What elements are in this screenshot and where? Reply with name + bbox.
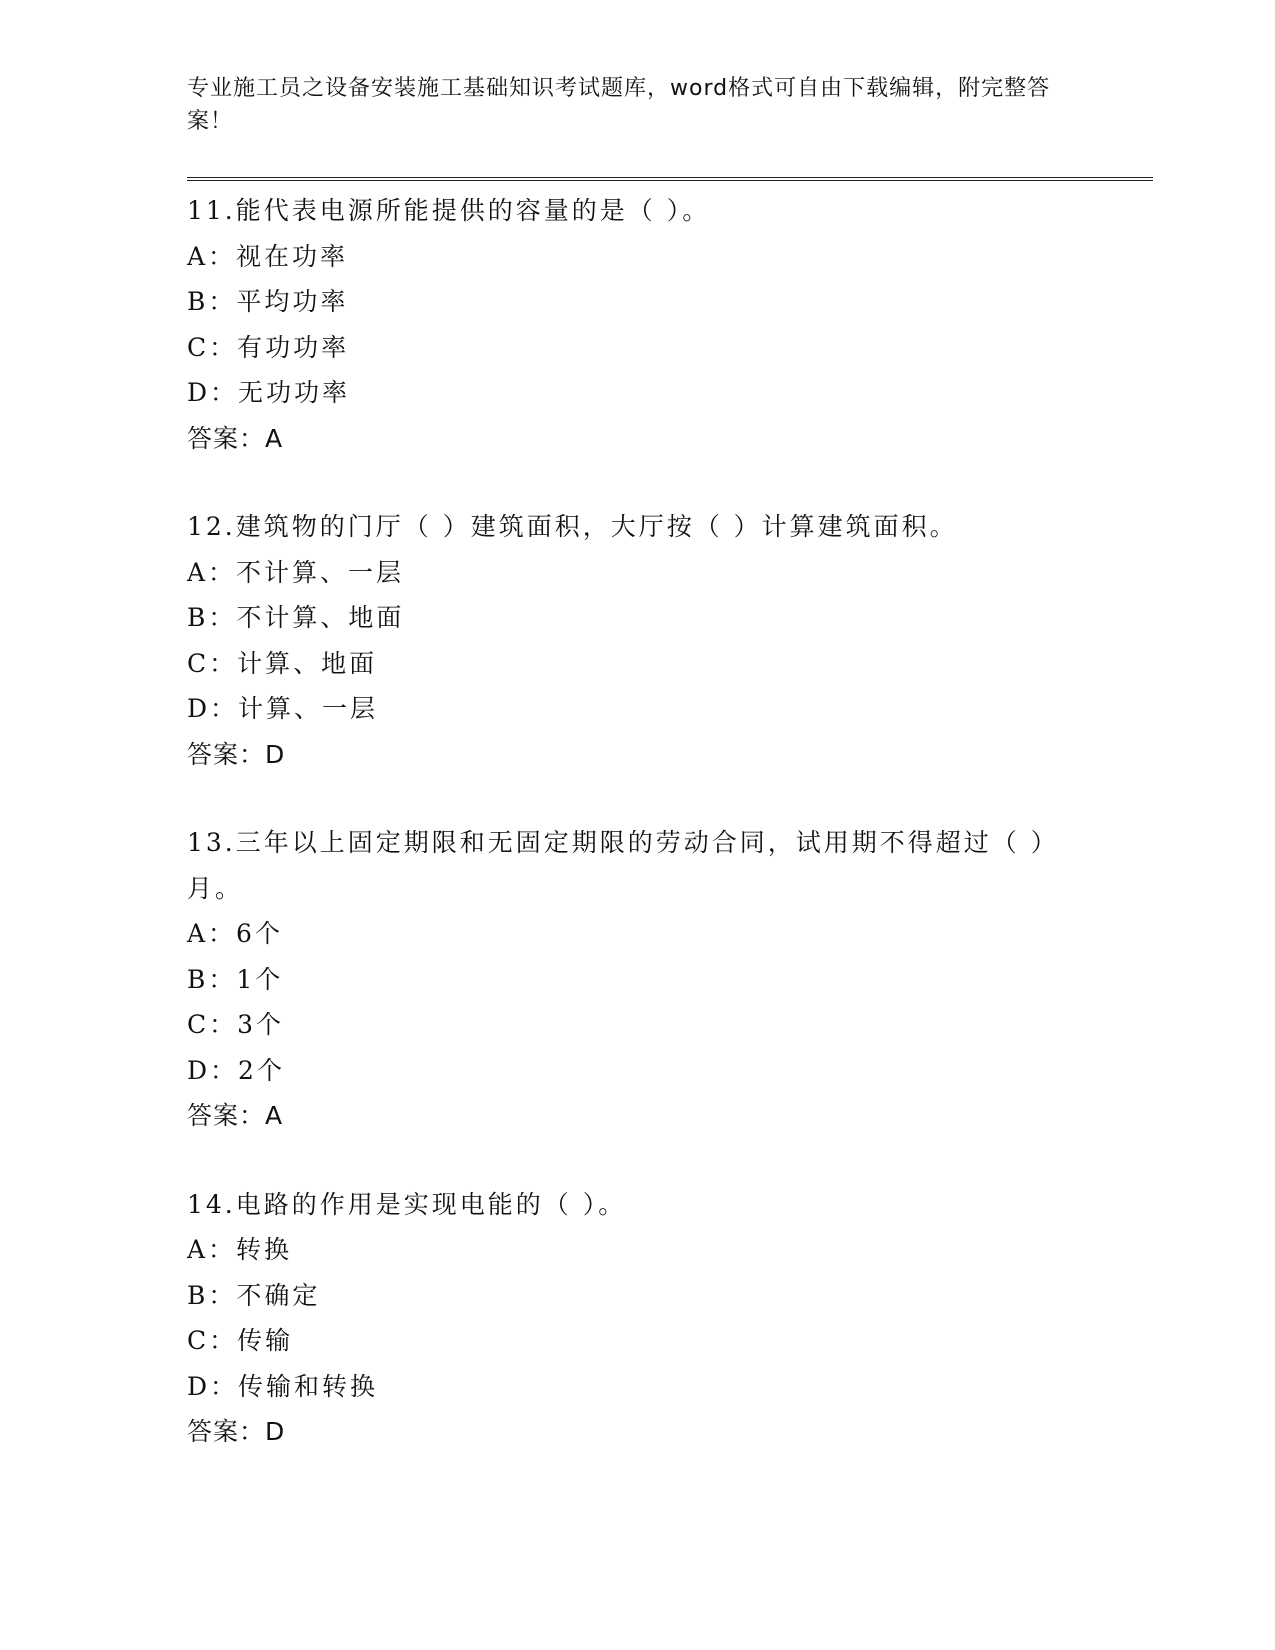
- option-c: C：有功功率: [187, 332, 350, 362]
- question-stem: 13.三年以上固定期限和无固定期限的劳动合同，试用期不得超过（ ）月。: [187, 828, 1059, 903]
- option-d: D：2个: [187, 1055, 285, 1085]
- option-b: B：1个: [187, 964, 284, 994]
- question-13: [187, 820, 1067, 1139]
- question-14: [187, 1182, 1067, 1455]
- option-a: A：转换: [187, 1235, 293, 1264]
- question-stem: 14.电路的作用是实现电能的（ ）。: [187, 1189, 627, 1219]
- page-header: 专业施工员之设备安装施工基础知识考试题库，word格式可自由下载编辑，附完整答案！: [187, 76, 1051, 134]
- option-b: B：不计算、地面: [187, 603, 405, 632]
- question-stem: 12.建筑物的门厅（ ）建筑面积，大厅按（ ）计算建筑面积。: [187, 512, 958, 541]
- option-d: D：传输和转换: [187, 1371, 379, 1401]
- header-divider: [187, 177, 1153, 181]
- option-d: D：计算、一层: [187, 694, 379, 723]
- option-c: C：传输: [187, 1326, 294, 1355]
- option-d: D：无功功率: [187, 378, 351, 407]
- option-b: B：不确定: [187, 1280, 321, 1310]
- question-stem: 11.能代表电源所能提供的容量的是（ ）。: [187, 196, 711, 225]
- option-a: A：视在功率: [187, 241, 349, 271]
- answer-line: 答案：D: [187, 1417, 286, 1446]
- question-11: [187, 188, 1067, 461]
- answer-line: 答案：A: [187, 423, 284, 453]
- option-a: A：6个: [187, 919, 283, 948]
- option-c: C：计算、地面: [187, 648, 378, 678]
- option-a: A：不计算、一层: [187, 557, 405, 587]
- option-b: B：平均功率: [187, 287, 349, 316]
- option-c: C：3个: [187, 1010, 285, 1039]
- question-12: [187, 504, 1067, 777]
- answer-line: 答案：D: [187, 739, 286, 769]
- question-list: [187, 188, 1067, 1498]
- answer-line: 答案：A: [187, 1101, 284, 1130]
